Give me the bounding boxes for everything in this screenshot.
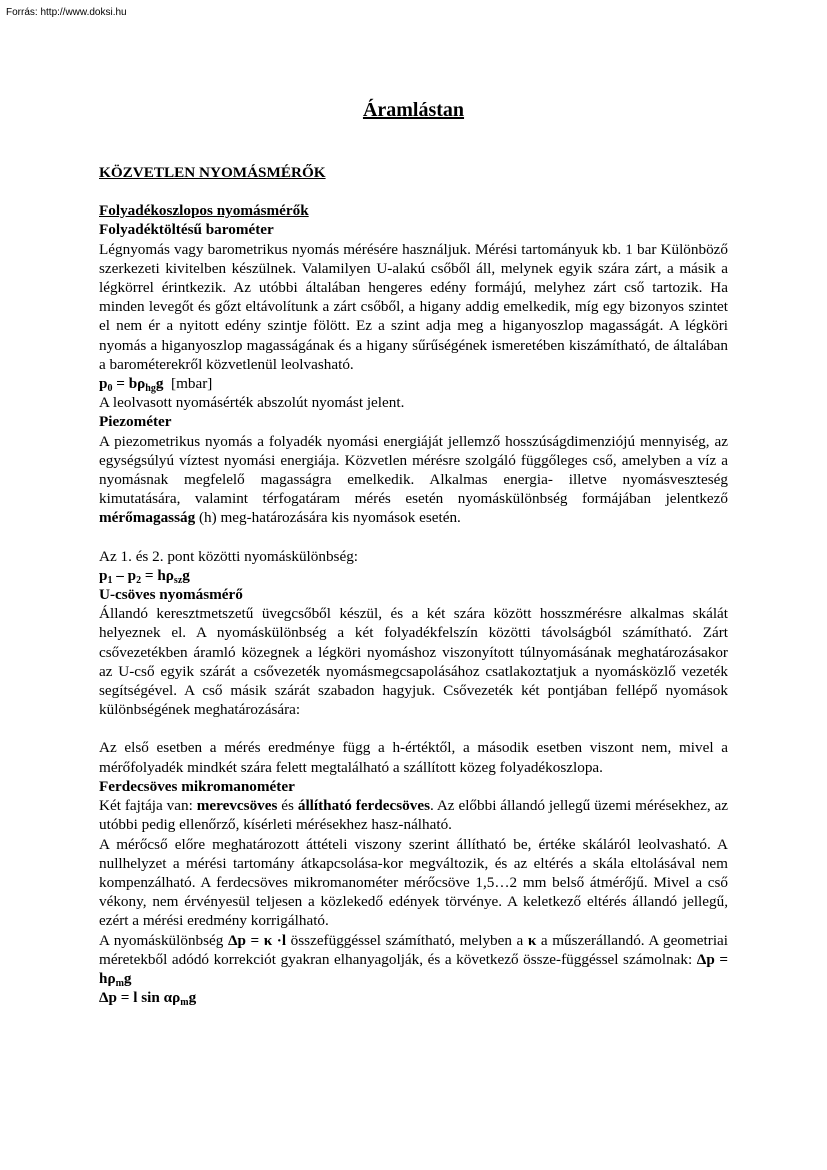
u-tube-heading: U-csöves nyomásmérő [99, 586, 243, 604]
piezometer-text: A piezometrikus nyomás a folyadék nyomási energiáját jellemző hosszúságdimenziójú mennyiség, az egységsúlyú víztest nyomási energiája. Közvetlen mérésre szolgáló függőleges cső, amelyben a víz a nyomásnak megfelelő magasságra emelkedik. Alkalmas energia- illetve nyomásveszteség kimutatására, valamint térfogatáram mérés esetén nyomáskülönbség formájában jelentkező mérőmagasság (h) meg-határozására kis nyomások esetén. [99, 432, 728, 527]
document-body [99, 163, 728, 1007]
barometer-formula: $p_0 = b\rho_{hg}g$ [mbar] [99, 375, 213, 395]
pressure-difference-intro: Az 1. és 2. pont közötti nyomáskülönbség: [99, 547, 359, 565]
page-title: Áramlástan [362, 99, 465, 121]
piezometer-heading: Piezométer [99, 413, 172, 431]
micromanometer-types: Két fajtája van: merevcsöves és állítható ferdecsöves. Az előbbi állandó jellegű üzemi mérésekhez, az utóbbi pedig ellenőrző, kísérleti mérésekhez hasz-nálható. [99, 797, 728, 834]
micromanometer-heading: Ferdecsöves mikromanométer [99, 777, 295, 795]
micromanometer-formula-text: A nyomáskülönbség Δp = κ ·l összefüggéssel számítható, melyben a κ a műszerállandó. A geometriai méretekből adódó korrekciót gyakran elhanyagolják, és a következő össze-függéssel számolnak: $\Delta p = h\rho_mg$ [99, 931, 728, 989]
section-heading: KÖZVETLEN NYOMÁSMÉRŐK [99, 164, 326, 181]
source-label: Forrás: http://www.doksi.hu [6, 7, 127, 18]
u-tube-text-2: Az első esetben a mérés eredménye függ a h-értéktől, a második esetben viszont nem, mivel a mérőfolyadék mindkét szára felett megtalálható a szállított közeg folyadékoszlopa. [99, 739, 728, 776]
barometer-text: Légnyomás vagy barometrikus nyomás mérésére használjuk. Mérési tartományuk kb. 1 bar Különböző szerkezeti kivitelben készülnek. Valamilyen U-alakú csőből áll, melynek egyik szára zárt, a másik a légkörrel érintkezik. Az utóbbi általában hengeres edény formájú, melyhez zárt cső tartozik. Ha minden levegőt és gőzt eltávolítunk a zárt csőből, a higany addig emelkedik, míg egy bizonyos szintet el nem ér a nyitott edény szintje fölött. Ez a szint adja meg a higanyoszlop magasságát. A légköri nyomás a higanyoszlop magasságának és a higany sűrűségének ismeretében kiszámítható, de általában a barométerekről közvetlenül leolvasható. [99, 240, 728, 373]
inclined-formula: Δp = l $\sin \alpha\rho_mg$ [99, 989, 197, 1009]
barometer-heading: Folyadéktöltésű barométer [99, 221, 274, 239]
u-tube-text: Állandó keresztmetszetű üvegcsőből készül, és a két szára között hosszmérésre alkalmas skálát helyeznek el. A nyomáskülönbség a két folyadékfelszín közötti távolságból számítható. Zárt csővezetékben áramló közegnek a légköri nyomáshoz viszonyított túlnyomásának meghatározásakor az U-cső egyik szárát a csővezeték nyomásmegcsapolásához csatlakoztatjuk a nyomásközlő vezeték segítségével. A cső másik szárát szabadon hagyjuk. Csővezeték két pontjában fellépő nyomások különbségének meghatározására: [99, 605, 728, 719]
pressure-difference-formula: $p_1 - p_2 = h\rho_{sz}g$ [99, 566, 190, 586]
barometer-note: A leolvasott nyomásérték abszolút nyomást jelent. [99, 394, 405, 412]
micromanometer-text: A mérőcső előre meghatározott áttételi viszony szerint állítható be, értéke skáláról leolvasható. A nullhelyzet a mérési tartomány átkapcsolása-kor megváltozik, és az eltérés a skála eltolásával nem kompenzálható. A ferdecsöves mikromanométer mérőcsöve 1,5…2 mm belső átmérőjű. Mivel a cső vékony, nem érvényesül teljesen a közlekedő edények törvénye. A keletkező eltérés állandó jellegű, ezért a mérési eredmény korrigálható. [99, 835, 728, 930]
subsection-heading: Folyadékoszlopos nyomásmérők [99, 202, 309, 220]
